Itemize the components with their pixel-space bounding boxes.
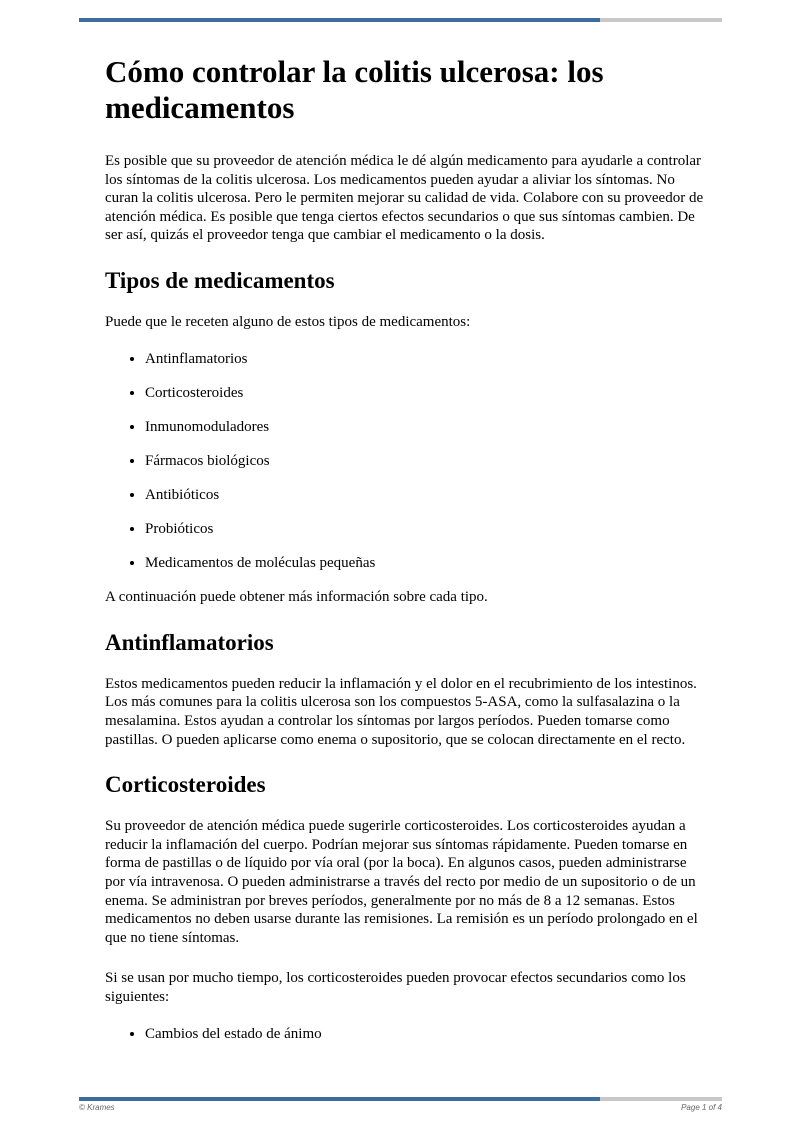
footer-copyright: © Krames [79,1103,115,1112]
section-heading-types: Tipos de medicamentos [105,267,335,293]
list-item: • Fármacos biológicos [145,452,705,471]
intro-paragraph: Es posible que su proveedor de atención médica le dé algún medicamento para ayudarle a controlar los síntomas de la colitis ulcerosa. Los medicamentos pueden ayudar a aliviar los síntomas. No curan la colitis ulcerosa. Pero le permiten mejorar su calidad de vida. Colabore con su proveedor de atención médica. Es posible que tenga ciertos efectos secundarios o que sus síntomas cambien. De ser así, quizás el proveedor tenga que cambiar el medicamento o la dosis. [105,153,704,244]
page-title: Cómo controlar la colitis ulcerosa: los medicamentos [105,54,604,125]
bottom-progress-bar [79,1097,722,1101]
section-heading-antiinflammatory: Antinflamatorios [105,629,274,655]
list-item: • Inmunomoduladores [145,418,705,437]
top-progress-bar [79,18,722,22]
top-progress-fill [79,18,600,22]
types-list [105,350,705,573]
bottom-progress-fill [79,1097,600,1101]
types-after: A continuación puede obtener más información sobre cada tipo. [105,589,488,606]
list-item: • Corticosteroides [145,384,705,403]
footer-page-number: Page 1 of 4 [681,1103,722,1112]
list-item: • Probióticos [145,520,705,539]
types-lead: Puede que le receten alguno de estos tipos de medicamentos: [105,313,471,330]
antiinflammatory-paragraph: Estos medicamentos pueden reducir la inflamación y el dolor en el recubrimiento de los intestinos. Los más comunes para la colitis ulcerosa son los compuestos 5-ASA, como la sulfasalazina o la mesalamina. Estos ayudan a controlar los síntomas por largos períodos. Pueden tomarse como pastillas. O pueden aplicarse como enema o supositorio, que se colocan directamente en el recto. [105,675,697,748]
list-item: • Antinflamatorios [145,350,705,369]
section-heading-corticosteroids: Corticosteroides [105,772,266,798]
list-item: • Medicamentos de moléculas pequeñas [145,554,705,573]
corticosteroids-paragraph-1: Su proveedor de atención médica puede sugerirle corticosteroides. Los corticosteroides ayudan a reducir la inflamación del cuerpo. Podrían mejorar sus síntomas rápidamente. Pueden tomarse en forma de pastillas o de líquido por vía oral (por la boca). En algunos casos, pueden administrarse por vía intravenosa. O pueden administrarse a través del recto por medio de un supositorio o de un enema. Se administran por breves períodos, generalmente por no más de 8 a 12 semanas. Estos medicamentos no deben usarse durante las remisiones. La remisión es un período prolongado en el que no tiene síntomas. [105,818,698,946]
list-item: • Antibióticos [145,486,705,505]
side-effects-list [105,1025,705,1044]
list-item: • Cambios del estado de ánimo [145,1025,705,1044]
corticosteroids-paragraph-2: Si se usan por mucho tiempo, los corticosteroides pueden provocar efectos secundarios como los siguientes: [105,970,686,1005]
document-body [105,54,705,1059]
